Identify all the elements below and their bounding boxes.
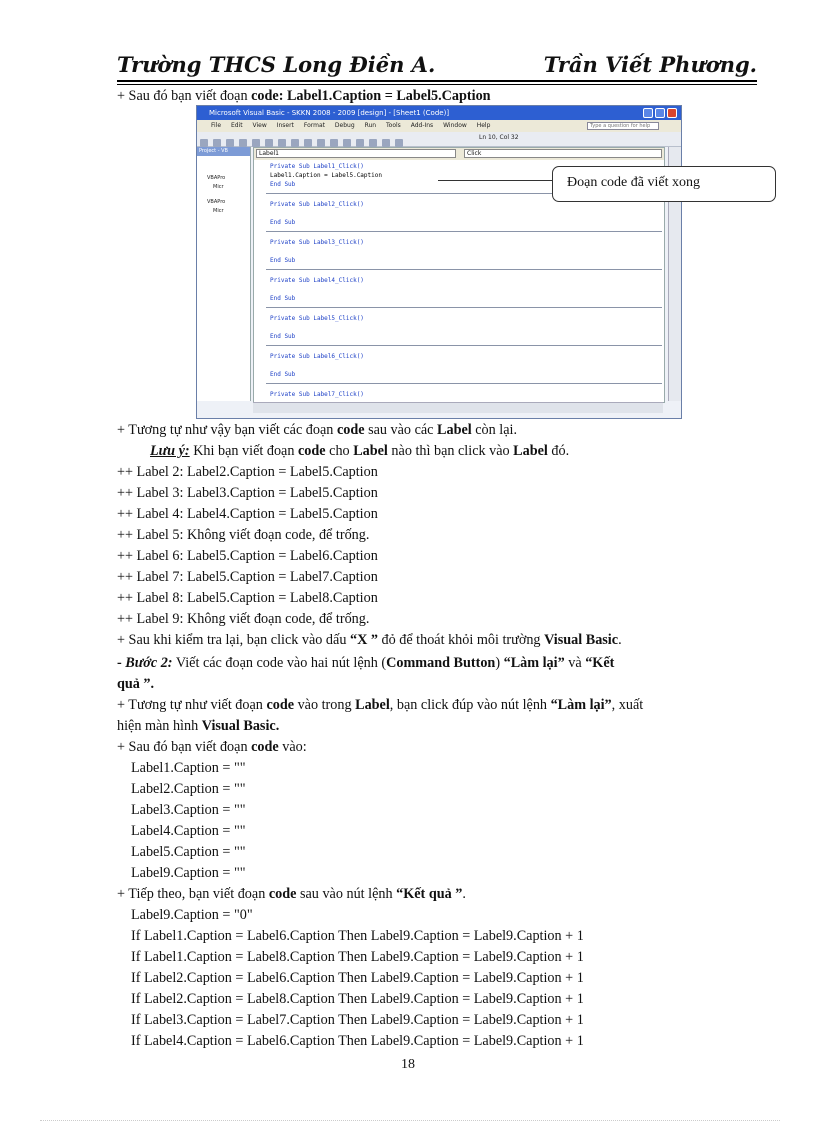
- t-bold: “X ”: [349, 632, 378, 648]
- save-icon: [226, 139, 234, 147]
- result-code-line: Label9.Caption = "0": [131, 907, 253, 923]
- t: nào thì bạn click vào: [387, 443, 514, 459]
- t: hiện màn hình: [117, 718, 202, 734]
- menu-file: File: [211, 122, 222, 129]
- intro-line: [117, 87, 491, 105]
- code-line: [266, 209, 662, 218]
- menu-edit: Edit: [230, 122, 243, 129]
- t-bold: Label: [513, 443, 548, 459]
- code-line: Private Sub Label6_Click(): [270, 353, 364, 360]
- procedure-separator: [266, 269, 662, 270]
- redo-icon: [304, 139, 312, 147]
- callout-box: Đoạn code đã viết xong: [552, 166, 776, 202]
- code-line: End Sub: [270, 371, 296, 378]
- menu-run: Run: [364, 122, 377, 129]
- label-line: ++ Label 6: Label5.Caption = Label6.Caption: [117, 548, 378, 564]
- result-code-line: If Label2.Caption = Label8.Caption Then Label9.Caption = Label9.Caption + 1: [131, 991, 584, 1007]
- page-header: [117, 50, 757, 78]
- cut-icon: [239, 139, 247, 147]
- label-line: ++ Label 2: Label2.Caption = Label5.Caption: [117, 464, 378, 480]
- code-line: End Sub: [270, 295, 296, 302]
- object-browser-icon: [395, 139, 403, 147]
- page-number: 18: [401, 1057, 415, 1072]
- insert-icon: [213, 139, 221, 147]
- vb-editor-screenshot: [196, 105, 682, 419]
- cursor-position: Ln 10, Col 32: [479, 134, 519, 141]
- intro-bold: code: [251, 88, 279, 104]
- code-line: Private Sub Label1_Click(): [270, 163, 364, 170]
- run-icon: [317, 139, 325, 147]
- code-line: [266, 361, 662, 370]
- code-line: End Sub: [270, 181, 296, 188]
- t: đỏ để thoát khỏi môi trường: [377, 632, 545, 648]
- t: + Tương tự như viết đoạn: [117, 697, 267, 713]
- reset-code-line: Label4.Caption = "": [131, 823, 246, 839]
- step2-line-2: [117, 675, 154, 693]
- code-line: Private Sub Label7_Click(): [270, 391, 364, 398]
- t-bold: Label: [355, 697, 390, 713]
- footer-rule: [40, 1120, 780, 1122]
- t-bold: code: [336, 422, 365, 438]
- similar2-line-2: [117, 717, 279, 735]
- code-line: Private Sub Label5_Click(): [270, 315, 364, 322]
- procedure-separator: [266, 307, 662, 308]
- result-code-line: If Label1.Caption = Label6.Caption Then Label9.Caption = Label9.Caption + 1: [131, 928, 584, 944]
- reset-code-line: Label5.Caption = "": [131, 844, 246, 860]
- t-bold: “Làm lại”: [503, 655, 565, 671]
- t-bold: quả ”: [117, 676, 151, 692]
- excel-icon: [200, 139, 208, 147]
- t-bold: .: [275, 718, 280, 734]
- t: đó.: [547, 443, 570, 459]
- maximize-icon: [655, 108, 665, 118]
- code-line: Label1.Caption = Label5.Caption: [270, 172, 382, 179]
- header-author: Trần Viết Phương.: [543, 52, 757, 77]
- t-bold: -: [117, 655, 126, 671]
- label-line: ++ Label 4: Label4.Caption = Label5.Caption: [117, 506, 378, 522]
- t: còn lại.: [471, 422, 518, 438]
- vb-toolbar: [197, 132, 681, 147]
- menu-insert: Insert: [276, 122, 294, 129]
- minimize-icon: [643, 108, 653, 118]
- project-toolbar: [197, 156, 250, 174]
- procedure-combo: Click: [464, 149, 662, 158]
- reset-code-line: Label1.Caption = "": [131, 760, 246, 776]
- menu-window: Window: [443, 122, 467, 129]
- project-item: VBAPro: [207, 199, 226, 205]
- next-line: [117, 885, 466, 903]
- label-line: ++ Label 5: Không viết đoạn code, để trống.: [117, 527, 370, 543]
- label-line: ++ Label 3: Label3.Caption = Label5.Caption: [117, 485, 378, 501]
- t: ): [495, 655, 504, 671]
- design-icon: [356, 139, 364, 147]
- procedure-separator: [266, 383, 662, 384]
- t: .: [618, 632, 622, 648]
- project-explorer: [197, 147, 251, 401]
- result-code-line: If Label4.Caption = Label6.Caption Then Label9.Caption = Label9.Caption + 1: [131, 1033, 584, 1049]
- menu-view: View: [252, 122, 267, 129]
- t: , xuất: [611, 697, 644, 713]
- step2-line: [117, 654, 614, 672]
- then-write-line: [117, 738, 307, 756]
- result-code-line: If Label1.Caption = Label8.Caption Then Label9.Caption = Label9.Caption + 1: [131, 949, 584, 965]
- project-explorer-icon: [369, 139, 377, 147]
- t: sau vào nút lệnh: [296, 886, 397, 902]
- code-line: Private Sub Label3_Click(): [270, 239, 364, 246]
- t: + Sau đó bạn viết đoạn: [117, 739, 252, 755]
- t-bold: code: [266, 697, 295, 713]
- code-line: End Sub: [270, 219, 296, 226]
- t: vào:: [278, 739, 307, 755]
- label-line: ++ Label 7: Label5.Caption = Label7.Caption: [117, 569, 378, 585]
- help-search-box: Type a question for help: [587, 122, 659, 130]
- t-bold: Label: [437, 422, 472, 438]
- label-line: ++ Label 8: Label5.Caption = Label8.Caption: [117, 590, 378, 606]
- t-bold: code: [298, 443, 326, 459]
- vb-title-bar: [197, 106, 681, 120]
- label-line: ++ Label 9: Không viết đoạn code, để trống.: [117, 611, 370, 627]
- t: Viết các đoạn code vào hai nút lệnh (: [172, 655, 387, 671]
- note-line: [150, 442, 569, 460]
- project-item: VBAPro: [207, 175, 226, 181]
- similar-line: [117, 421, 517, 439]
- t: sau vào các: [364, 422, 438, 438]
- result-code-line: If Label2.Caption = Label6.Caption Then Label9.Caption = Label9.Caption + 1: [131, 970, 584, 986]
- procedure-separator: [266, 231, 662, 232]
- t-bold: Visual Basic: [544, 632, 619, 648]
- t-bold: .: [150, 676, 155, 692]
- undo-icon: [291, 139, 299, 147]
- procedure-separator: [266, 345, 662, 346]
- menu-debug: Debug: [334, 122, 355, 129]
- note-label: Lưu ý:: [150, 443, 190, 459]
- reset-code-line: Label3.Caption = "": [131, 802, 246, 818]
- t: và: [564, 655, 586, 671]
- t: + Tiếp theo, bạn viết đoạn: [117, 886, 269, 902]
- reset-icon: [343, 139, 351, 147]
- copy-icon: [252, 139, 260, 147]
- project-item: Micr: [213, 184, 224, 190]
- code-line: [266, 323, 662, 332]
- vb-menu-bar: [197, 120, 681, 132]
- t: vào trong: [294, 697, 356, 713]
- menu-tools: Tools: [386, 122, 401, 129]
- similar2-line: [117, 696, 643, 714]
- t-bold: Visual Basic: [201, 718, 276, 734]
- t-bold: Command Button: [386, 655, 496, 671]
- menu-format: Format: [303, 122, 325, 129]
- header-rule-thin: [117, 84, 757, 85]
- t: cho: [325, 443, 354, 459]
- vb-title-text: Microsoft Visual Basic - SKKN 2008 - 2009 [design] - [Sheet1 (Code)]: [209, 109, 450, 117]
- header-school: Trường THCS Long Điền A.: [117, 52, 436, 77]
- header-rule-thick: [117, 80, 757, 82]
- t-bold: Label: [353, 443, 388, 459]
- code-line: Private Sub Label2_Click(): [270, 201, 364, 208]
- t-bold: code: [251, 739, 279, 755]
- intro-prefix: + Sau đó bạn viết đoạn: [117, 88, 252, 104]
- properties-icon: [382, 139, 390, 147]
- code-combos: [254, 148, 664, 160]
- project-title: Project - VB: [197, 147, 250, 156]
- t: + Sau khi kiểm tra lại, bạn click vào dấu: [117, 632, 350, 648]
- result-code-line: If Label3.Caption = Label7.Caption Then Label9.Caption = Label9.Caption + 1: [131, 1012, 584, 1028]
- t-bold: code: [268, 886, 297, 902]
- check-line: [117, 631, 622, 649]
- code-line: [266, 285, 662, 294]
- code-line: End Sub: [270, 257, 296, 264]
- menu-addins: Add-Ins: [410, 122, 434, 129]
- reset-code-line: Label2.Caption = "": [131, 781, 246, 797]
- close-icon: [667, 108, 677, 118]
- paste-icon: [265, 139, 273, 147]
- code-line: Private Sub Label4_Click(): [270, 277, 364, 284]
- horizontal-scrollbar: [253, 402, 663, 413]
- intro-rest: : Label1.Caption = Label5.Caption: [278, 88, 491, 104]
- reset-code-line: Label9.Caption = "": [131, 865, 246, 881]
- find-icon: [278, 139, 286, 147]
- t-bold: “Kết quả ”: [396, 886, 463, 902]
- t: + Tương tự như vậy bạn viết các đoạn: [117, 422, 337, 438]
- code-line: End Sub: [270, 333, 296, 340]
- object-combo: Label1: [256, 149, 456, 158]
- project-item: Micr: [213, 208, 224, 214]
- menu-help: Help: [476, 122, 491, 129]
- code-line: [266, 247, 662, 256]
- break-icon: [330, 139, 338, 147]
- callout-pointer: [438, 180, 554, 181]
- step-label: Bước 2:: [125, 655, 173, 671]
- t: , bạn click đúp vào nút lệnh: [389, 697, 551, 713]
- t-bold: “Kết: [585, 655, 615, 671]
- t: .: [462, 886, 466, 902]
- t-bold: “Làm lại”: [550, 697, 612, 713]
- t: Khi bạn viết đoạn: [189, 443, 298, 459]
